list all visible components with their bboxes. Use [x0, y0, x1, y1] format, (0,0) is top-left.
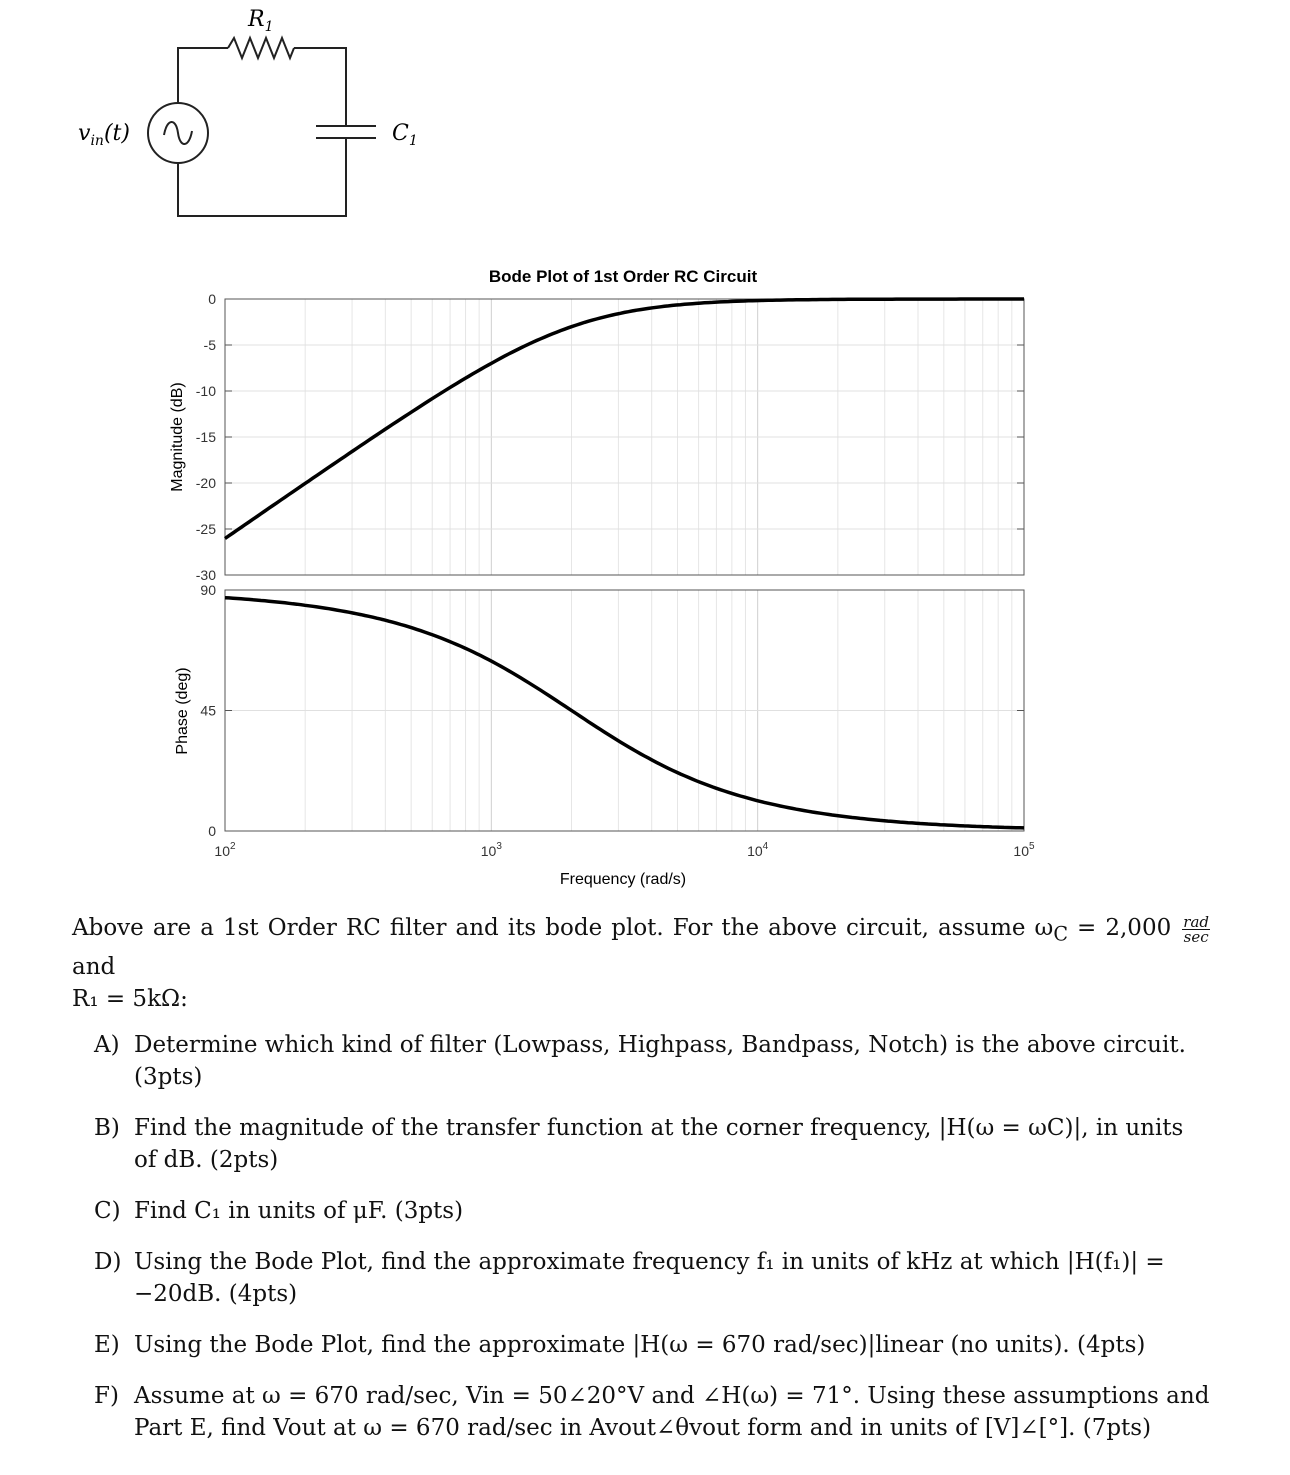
magnitude-ytick-label: -30 [195, 567, 216, 583]
x-tick-label: $10^2$ [214, 841, 236, 859]
phase-ytick-label: 0 [208, 823, 216, 839]
phase-ylabel: Phase (deg) [174, 667, 191, 755]
magnitude-ytick-label: -15 [195, 429, 216, 445]
magnitude-ytick-label: -20 [195, 475, 216, 491]
magnitude-ytick-label: -5 [203, 337, 216, 353]
phase-ytick-label: 90 [200, 582, 216, 598]
x-axis-label: Frequency (rad/s) [559, 871, 687, 888]
magnitude-axes [196, 291, 1024, 583]
circuit-wire-top-right [294, 48, 346, 126]
question-e: E) Using the Bode Plot, find the approximate |H(ω = 670 rad/sec)|linear (no units). (4pts) [94, 1331, 1146, 1358]
question-a: A) Determine which kind of filter (Lowpass, Highpass, Bandpass, Notch) is the above circuit. (3pts) [94, 1031, 1186, 1090]
phase-curve [225, 598, 1024, 828]
resistor-label: $R_1$ [248, 7, 274, 35]
magnitude-ytick-label: -25 [195, 521, 216, 537]
bode-plot [0, 255, 1290, 895]
chart-title: Bode Plot of 1st Order RC Circuit [488, 267, 758, 286]
magnitude-ytick-label: -10 [195, 383, 216, 399]
question-f: F) Assume at ω = 670 rad/sec, Vin = 50∠20°V and ∠H(ω) = 71°. Using these assumptions and Part E, find Vout at ω = 670 rad/sec in Avout∠θvout form and in units of [V]∠[°]. (7pts) [94, 1382, 1210, 1441]
intro-fraction: $\frac{\text{rad}}{\sec}$ [1183, 912, 1209, 946]
magnitude-ylabel: Magnitude (dB) [169, 382, 186, 492]
x-tick-label: $10^4$ [747, 841, 769, 859]
question-d: D) Using the Bode Plot, find the approximate frequency f₁ in units of kHz at which |H(f₁)| = −20dB. (4pts) [94, 1248, 1165, 1307]
magnitude-curve [225, 299, 1024, 539]
intro-line2: R₁ = 5kΩ: [72, 985, 188, 1012]
question-c: C) Find C₁ in units of μF. (3pts) [94, 1197, 464, 1224]
phase-axes [200, 582, 1035, 859]
question-list [94, 1029, 1212, 1444]
rc-circuit-diagram [0, 0, 460, 240]
circuit-wire-top-left [178, 48, 228, 103]
capacitor-label: $C_1$ [392, 121, 418, 149]
x-tick-label: $10^3$ [480, 841, 502, 859]
x-tick-label: $10^5$ [1013, 841, 1035, 859]
resistor-symbol [228, 38, 294, 58]
sine-wave-icon [164, 122, 192, 144]
problem-text [72, 912, 1212, 1463]
source-label: $v_{in}(t)$ [78, 121, 130, 149]
phase-ytick-label: 45 [200, 702, 216, 719]
question-b: B) Find the magnitude of the transfer function at the corner frequency, |H(ω = ωC)|, in units of dB. (2pts) [94, 1114, 1184, 1173]
intro-paragraph: Above are a 1st Order RC filter and its bode plot. For the above circuit, assume $\omega_C = 2,000$ $\frac{\text{rad}}{\sec}$ and R₁ = 5kΩ: [72, 912, 1209, 1012]
magnitude-ytick-label: 0 [208, 291, 216, 307]
